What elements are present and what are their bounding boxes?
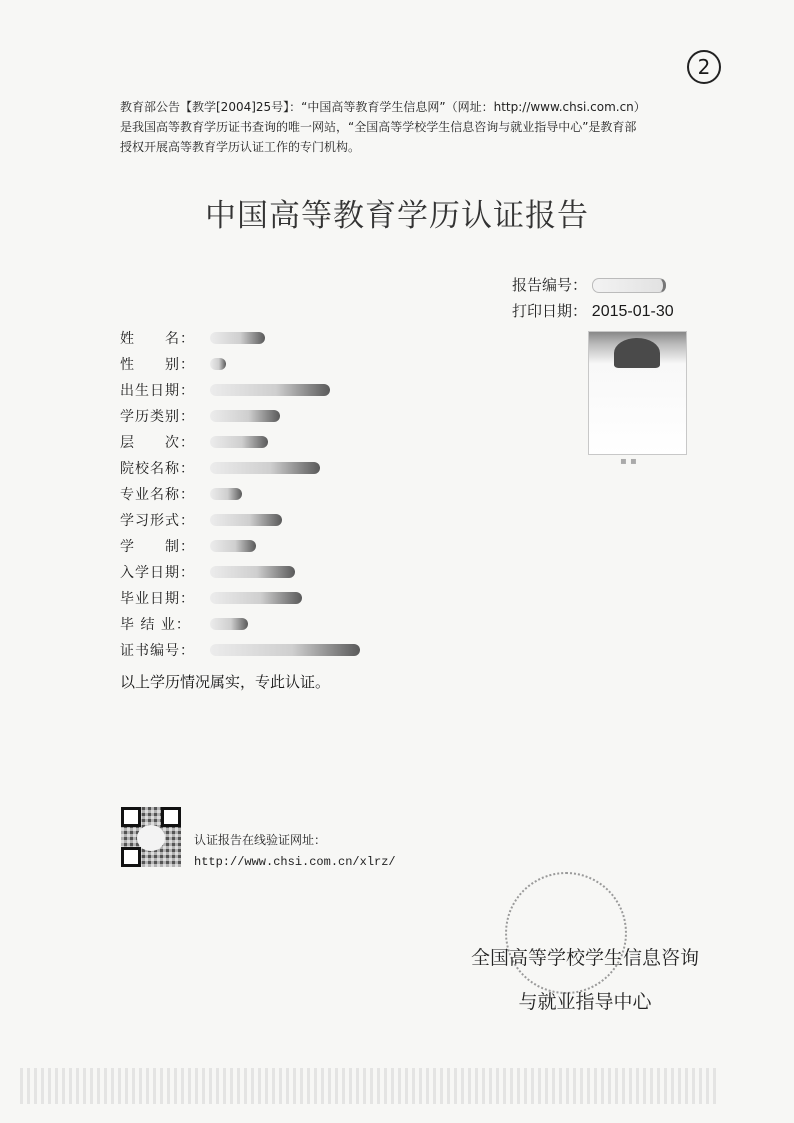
field-row-gender: [120, 351, 360, 377]
qr-finder-pattern: [161, 807, 181, 827]
issuer-line: 与就业指导中心: [518, 991, 652, 1013]
redacted-value: [210, 358, 226, 370]
print-date-row: [512, 298, 674, 324]
field-row-certificate-number: [120, 637, 360, 663]
field-row-birth-date: [120, 377, 360, 403]
field-row-education-type: [120, 403, 360, 429]
notice-line: 授权开展高等教育学历认证工作的专门机构。: [120, 140, 361, 154]
qr-center-mark: [137, 825, 165, 851]
field-label: 毕 结 业：: [120, 617, 191, 633]
photo-mark: ▪ ▪: [620, 456, 637, 467]
redacted-value: [210, 514, 282, 526]
field-label: 层 次：: [120, 435, 195, 451]
field-row-graduation-date: [120, 585, 360, 611]
field-row-duration: [120, 533, 360, 559]
field-label: 性 别：: [120, 357, 195, 373]
ministry-notice: [120, 97, 720, 157]
print-date-value: 2015-01-30: [591, 303, 674, 320]
redacted-value: [210, 618, 248, 630]
issuer-line: 全国高等学校学生信息咨询: [470, 947, 699, 969]
qr-code: [121, 807, 181, 867]
field-label: 证书编号：: [120, 643, 195, 659]
field-label: 学 制：: [120, 539, 195, 555]
notice-line: 教育部公告【教学[2004]25号】：“中国高等教育学生信息网”（网址：http://www.chsi.com.cn）: [120, 100, 646, 114]
field-label: 出生日期：: [120, 383, 195, 399]
field-row-level: [120, 429, 360, 455]
redacted-value: [210, 384, 330, 396]
report-title: 中国高等教育学历认证报告: [205, 198, 589, 234]
online-verification: [194, 829, 396, 873]
redacted-value: [210, 488, 242, 500]
report-number-row: [512, 272, 674, 298]
redacted-value: [210, 566, 295, 578]
field-row-study-mode: [120, 507, 360, 533]
redacted-value: [210, 332, 265, 344]
field-row-completion-status: [120, 611, 360, 637]
issuer-name: [455, 943, 715, 1031]
verify-label: 认证报告在线验证网址：: [194, 833, 327, 847]
redacted-value: [210, 592, 302, 604]
field-label: 院校名称：: [120, 461, 195, 477]
verify-url: http://www.chsi.com.cn/xlrz/: [194, 855, 396, 869]
redacted-value: [210, 644, 360, 656]
photo-portrait: [614, 338, 660, 368]
field-row-school-name: [120, 455, 360, 481]
qr-finder-pattern: [121, 847, 141, 867]
redacted-value: [210, 436, 268, 448]
field-label: 学历类别：: [120, 409, 195, 425]
field-label: 姓 名：: [120, 331, 195, 347]
student-fields: [120, 325, 360, 663]
report-number-label: 报告编号：: [512, 276, 588, 294]
redacted-value: [210, 462, 320, 474]
id-photo: [588, 331, 687, 455]
field-label: 学习形式：: [120, 513, 195, 529]
notice-line: 是我国高等教育学历证书查询的唯一网站，“全国高等学校学生信息咨询与就业指导中心”是教育部: [120, 120, 637, 134]
field-row-enrollment-date: [120, 559, 360, 585]
field-row-name: [120, 325, 360, 351]
field-label: 入学日期：: [120, 565, 195, 581]
print-date-label: 打印日期：: [512, 302, 588, 320]
redacted-value: [210, 410, 280, 422]
field-label: 毕业日期：: [120, 591, 195, 607]
report-meta: [512, 272, 674, 324]
page-number-circle: 2: [687, 50, 721, 84]
field-row-major: [120, 481, 360, 507]
scan-noise-strip: [20, 1068, 720, 1104]
field-label: 专业名称：: [120, 487, 195, 503]
redacted-report-number: [592, 278, 666, 293]
redacted-value: [210, 540, 256, 552]
certification-statement: 以上学历情况属实，专此认证。: [120, 673, 331, 691]
qr-finder-pattern: [121, 807, 141, 827]
